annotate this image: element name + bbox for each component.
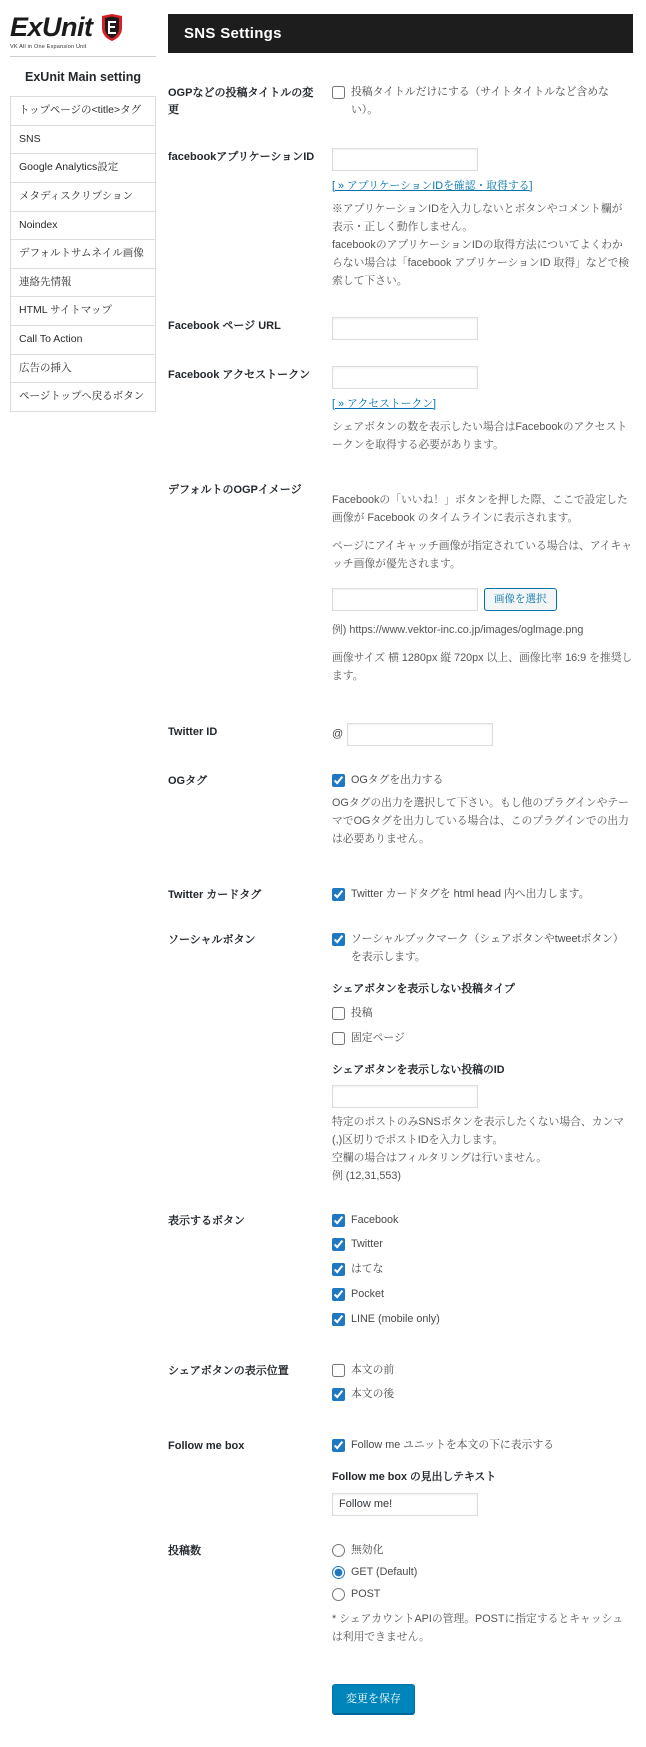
sidebar-item-ad-insert[interactable]: 広告の挿入	[11, 355, 155, 384]
label-ogp-title: OGPなどの投稿タイトルの変更	[168, 87, 314, 116]
hide-type-post-checkbox[interactable]	[332, 1007, 345, 1020]
position-after-label: 本文の後	[351, 1388, 395, 1401]
show-line-checkbox[interactable]	[332, 1313, 345, 1326]
row-twitter-card	[168, 873, 633, 919]
row-facebook-page-url	[168, 304, 633, 353]
og-tag-checkbox-label: OGタグを出力する	[351, 773, 444, 786]
sidebar-item-call-to-action[interactable]: Call To Action	[11, 326, 155, 355]
row-submit	[168, 1671, 633, 1727]
post-count-get-label: GET (Default)	[351, 1565, 418, 1578]
facebook-app-id-input[interactable]	[332, 148, 478, 171]
logo-divider	[10, 56, 156, 57]
post-count-radio-group	[332, 1542, 633, 1603]
show-hatena-label: はてな	[351, 1263, 384, 1276]
logo-wordmark: ExUnit	[10, 12, 93, 42]
exunit-logo	[10, 10, 156, 56]
ogp-title-checkbox[interactable]	[332, 86, 345, 99]
hide-id-note-1: 特定のポストのみSNSボタンを表示したくない場合、カンマ(,)区切りでポストIDを入力します。	[332, 1116, 625, 1147]
facebook-app-id-note-1: ※アプリケーションIDを入力しないとボタンやコメント欄が表示・正しく動作しません。	[332, 203, 623, 234]
label-post-count: 投稿数	[168, 1544, 201, 1557]
sidebar-item-html-sitemap[interactable]: HTML サイトマップ	[11, 297, 155, 326]
position-after-checkbox[interactable]	[332, 1388, 345, 1401]
sidebar-item-title-tag[interactable]: トップページの<title>タグ	[11, 97, 155, 126]
hide-id-input[interactable]	[332, 1085, 478, 1108]
show-facebook-label: Facebook	[351, 1213, 399, 1226]
sidebar-item-sns[interactable]: SNS	[11, 126, 155, 155]
label-social-button: ソーシャルボタン	[168, 934, 256, 947]
select-image-button[interactable]: 画像を選択	[484, 588, 557, 611]
facebook-app-id-note-2: facebookのアプリケーションIDの取得方法についてよくわからない場合は「facebook アプリケーションID 取得」などで検索して下さい。	[332, 239, 630, 287]
row-default-ogp-image	[168, 468, 633, 710]
row-social-button	[168, 918, 633, 1198]
sidebar-item-contact-info[interactable]: 連絡先情報	[11, 269, 155, 298]
hide-type-post-label: 投稿	[351, 1006, 373, 1019]
row-post-count	[168, 1529, 633, 1671]
row-show-buttons	[168, 1199, 633, 1349]
facebook-access-token-input[interactable]	[332, 366, 478, 389]
show-pocket-label: Pocket	[351, 1288, 385, 1301]
sidebar-item-meta-description[interactable]: メタディスクリプション	[11, 183, 155, 212]
label-show-buttons: 表示するボタン	[168, 1214, 245, 1227]
twitter-id-input[interactable]	[347, 723, 493, 746]
logo-emblem-icon	[99, 14, 125, 42]
post-count-disabled-label: 無効化	[351, 1543, 384, 1556]
sidebar-item-default-thumbnail[interactable]: デフォルトサムネイル画像	[11, 240, 155, 269]
main-content	[166, 0, 646, 1747]
label-facebook-page-url: Facebook ページ URL	[168, 319, 281, 332]
logo-tagline: VK All in One Expansion Unit	[10, 44, 87, 50]
position-before-checkbox[interactable]	[332, 1364, 345, 1377]
hide-id-note-2: 空欄の場合はフィルタリングは行いません。	[332, 1151, 548, 1164]
default-ogp-note-1: Facebookの「いいね！」ボタンを押した際、ここで設定した画像が Facebook のタイムラインに表示されます。	[332, 493, 628, 524]
label-facebook-app-id: facebookアプリケーションID	[168, 150, 315, 163]
page-title: SNS Settings	[168, 14, 633, 53]
position-before-label: 本文の前	[351, 1363, 395, 1376]
twitter-card-checkbox[interactable]	[332, 888, 345, 901]
post-count-disabled-radio[interactable]	[332, 1544, 345, 1557]
facebook-access-token-note: シェアボタンの数を表示したい場合はFacebookのアクセストークンを取得する必要があります。	[332, 421, 628, 452]
follow-me-checkbox[interactable]	[332, 1439, 345, 1452]
save-button[interactable]: 変更を保存	[332, 1684, 415, 1714]
button-position-list	[332, 1362, 633, 1405]
label-twitter-id: Twitter ID	[168, 725, 218, 738]
sidebar-title: ExUnit Main setting	[25, 70, 141, 84]
social-button-checkbox-label: ソーシャルブックマーク（シェアボタンやtweetボタン）を表示します。	[351, 933, 624, 964]
row-twitter-id	[168, 710, 633, 759]
twitter-at-prefix: @	[332, 728, 344, 741]
row-og-tag	[168, 759, 633, 873]
hide-id-heading: シェアボタンを表示しない投稿のID	[332, 1063, 505, 1076]
default-ogp-note-2: ページにアイキャッチ画像が指定されている場合は、アイキャッチ画像が優先されます。	[332, 540, 633, 570]
row-ogp-title	[168, 71, 633, 135]
sidebar-item-page-top-button[interactable]: ページトップへ戻るボタン	[11, 383, 155, 412]
social-button-checkbox[interactable]	[332, 933, 345, 946]
show-twitter-label: Twitter	[351, 1238, 383, 1251]
hide-type-page-checkbox[interactable]	[332, 1032, 345, 1045]
show-line-label: LINE (mobile only)	[351, 1312, 440, 1325]
default-ogp-example-size: 画像サイズ 横 1280px 縦 720px 以上、画像比率 16:9 を推奨します。	[332, 652, 633, 682]
label-og-tag: OGタグ	[168, 774, 208, 787]
og-tag-note: OGタグの出力を選択して下さい。もし他のプラグインやテーマでOGタグを出力している場合は、このプラグインでの出力は必要ありません。	[332, 797, 629, 846]
label-follow-me-box: Follow me box	[168, 1440, 245, 1453]
sidebar	[0, 0, 166, 412]
label-button-position: シェアボタンの表示位置	[168, 1364, 289, 1377]
follow-me-heading-input[interactable]	[332, 1493, 478, 1516]
hide-type-page-label: 固定ページ	[351, 1031, 405, 1044]
default-ogp-example-url: 例) https://www.vektor-inc.co.jp/images/oglmage.png	[332, 623, 584, 636]
post-count-post-radio[interactable]	[332, 1588, 345, 1601]
follow-me-heading-label: Follow me box の見出しテキスト	[332, 1471, 497, 1484]
label-twitter-card: Twitter カードタグ	[168, 888, 262, 901]
post-count-post-label: POST	[351, 1587, 381, 1600]
ogp-title-checkbox-label: 投稿タイトルだけにする（サイトタイトルなど含めない）。	[351, 86, 609, 116]
facebook-page-url-input[interactable]	[332, 317, 478, 340]
post-count-get-radio[interactable]	[332, 1566, 345, 1579]
og-tag-checkbox[interactable]	[332, 774, 345, 787]
sns-settings-form	[168, 71, 633, 1727]
row-button-position	[168, 1349, 633, 1425]
facebook-app-id-link[interactable]: [ » アプリケーションIDを確認・取得する]	[332, 179, 533, 192]
hide-type-heading: シェアボタンを表示しない投稿タイプ	[332, 983, 515, 996]
twitter-card-checkbox-label: Twitter カードタグを html head 内へ出力します。	[351, 887, 590, 900]
row-follow-me-box	[168, 1424, 633, 1529]
facebook-access-token-link[interactable]: [ » アクセストークン]	[332, 397, 437, 410]
row-facebook-app-id	[168, 135, 633, 304]
post-count-note: * シェアカウントAPIの管理。POSTに指定するとキャッシュは利用できません。	[332, 1613, 623, 1644]
label-default-ogp-image: デフォルトのOGPイメージ	[168, 483, 302, 496]
row-facebook-access-token	[168, 353, 633, 468]
follow-me-checkbox-label: Follow me ユニットを本文の下に表示する	[351, 1439, 554, 1452]
sidebar-item-noindex[interactable]: Noindex	[11, 212, 155, 241]
show-buttons-list	[332, 1212, 633, 1329]
label-facebook-access-token: Facebook アクセストークン	[168, 368, 311, 381]
sidebar-menu	[10, 96, 156, 412]
sidebar-item-google-analytics[interactable]: Google Analytics設定	[11, 154, 155, 183]
show-pocket-checkbox[interactable]	[332, 1288, 345, 1301]
show-hatena-checkbox[interactable]	[332, 1263, 345, 1276]
hide-type-list	[332, 1005, 633, 1048]
hide-id-note-3: 例 (12,31,553)	[332, 1169, 402, 1182]
default-ogp-image-input[interactable]	[332, 588, 478, 611]
show-twitter-checkbox[interactable]	[332, 1238, 345, 1251]
show-facebook-checkbox[interactable]	[332, 1214, 345, 1227]
